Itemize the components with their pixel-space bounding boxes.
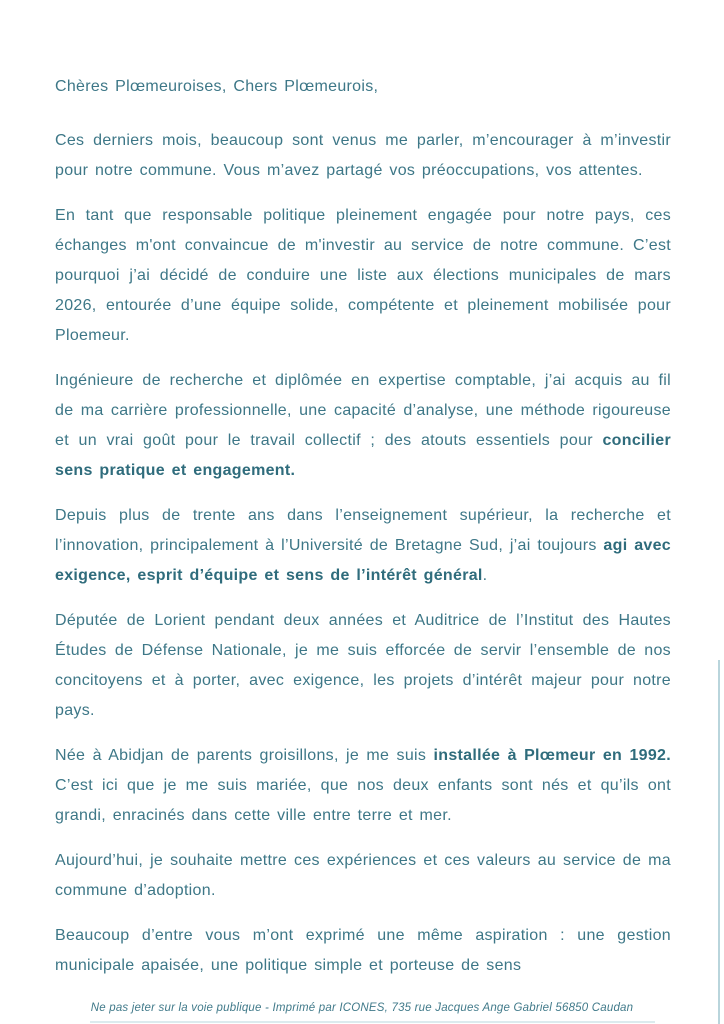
paragraph [55, 846, 671, 906]
paragraph [55, 366, 671, 486]
paragraph [55, 606, 671, 726]
paragraph [55, 741, 671, 831]
paragraph [55, 501, 671, 591]
paragraph-text: Ingénieure de recherche et diplômée en expertise comptable, j’ai acquis au fil de ma carrière professionnelle, une capacité d’analyse, une méthode rigoureuse et un vrai goût pour le travail collectif ; des atouts essentiels pour [55, 372, 671, 449]
paragraph [55, 201, 671, 351]
paragraph-text: Beaucoup d’entre vous m’ont exprimé une même aspiration : une gestion municipale apaisée, une politique simple et porteuse de sens [55, 927, 671, 974]
paragraph-text: En tant que responsable politique pleinement engagée pour notre pays, ces échanges m'ont convaincue de m'investir au service de notre commune. C’est pourquoi j’ai décidé de conduire une liste aux élections municipales de mars 2026, entourée d’une équipe solide, compétente et pleinement mobilisée pour Ploemeur. [55, 207, 671, 344]
page-edge-line-bottom [90, 1021, 655, 1023]
paragraph-text: . [482, 567, 488, 584]
page-edge-line-right [718, 660, 720, 1024]
paragraph-text-bold: concilier sens pratique et engagement. [55, 432, 671, 479]
paragraph-text: C’est ici que je me suis mariée, que nos deux enfants sont nés et qu’ils ont grandi, enracinés dans cette ville entre terre et mer. [55, 777, 671, 824]
paragraph-text: Aujourd’hui, je souhaite mettre ces expériences et ces valeurs au service de ma commune d’adoption. [55, 852, 671, 899]
print-disclaimer: Ne pas jeter sur la voie publique - Imprimé par ICONES, 735 rue Jacques Ange Gabriel 56850 Caudan [90, 1002, 634, 1014]
paragraph-text: Née à Abidjan de parents groisillons, je me suis [55, 747, 434, 764]
paragraph-text: Ces derniers mois, beaucoup sont venus me parler, m’encourager à m’investir pour notre commune. Vous m’avez partagé vos préoccupations, vos attentes. [55, 132, 671, 179]
letter-body [55, 72, 671, 996]
paragraph-text: Depuis plus de trente ans dans l’enseignement supérieur, la recherche et l’innovation, principalement à l’Université de Bretagne Sud, j’ai toujours [55, 507, 671, 554]
paragraph [55, 921, 671, 981]
salutation: Chères Plœmeuroises, Chers Plœmeurois, [55, 78, 379, 95]
paragraph-text: Députée de Lorient pendant deux années et Auditrice de l’Institut des Hautes Études de Défense Nationale, je me suis efforcée de servir l’ensemble de nos concitoyens et à porter, avec exigence, les projets d’intérêt majeur pour notre pays. [55, 612, 671, 719]
paragraph-text-bold: agi avec exigence, esprit d’équipe et sens de l’intérêt général [55, 537, 671, 584]
paragraph [55, 126, 671, 186]
paragraph-text-bold: installée à Plœmeur en 1992. [433, 747, 671, 764]
